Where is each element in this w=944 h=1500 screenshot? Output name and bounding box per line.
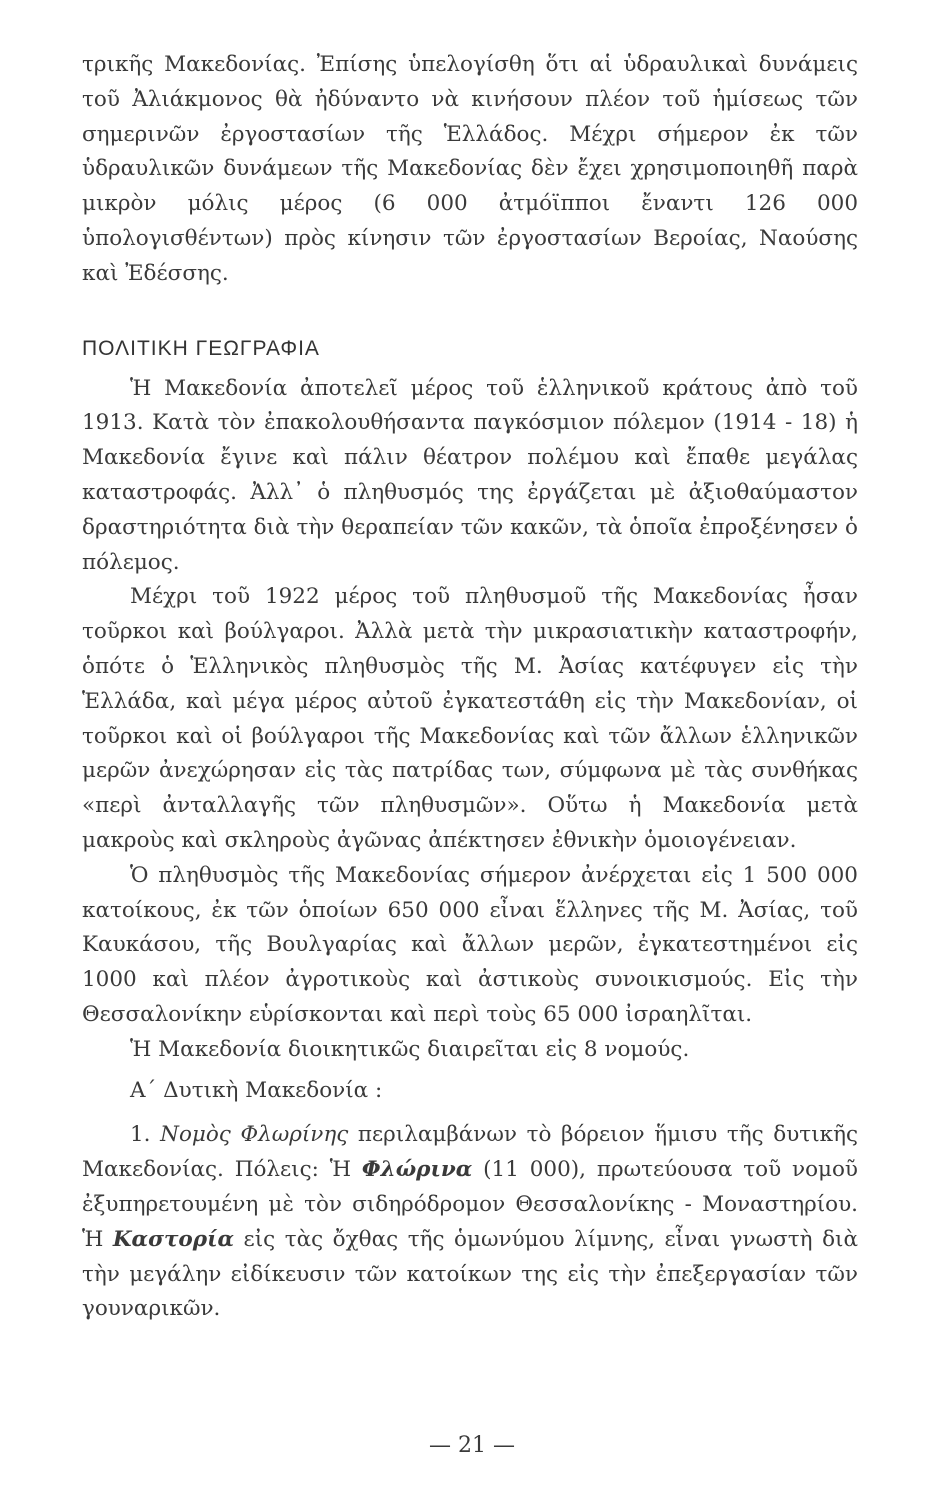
paragraph-prefectures: Ἡ Μακεδονία διοικητικῶς διαιρεῖται εἰς 8 νομούς. (130, 1036, 690, 1062)
page-number: — 21 — (429, 1433, 515, 1458)
item-number: 1. (130, 1122, 151, 1148)
paragraph-population: Ὁ πληθυσμὸς τῆς Μακεδονίας σήμερον ἀνέρχεται εἰς 1 500 000 κατοίκους, ἐκ τῶν ὁποίων 650 000 εἶναι ἕλληνες τῆς Μ. Ἀσίας, τοῦ Καυκάσου, τῆς Βουλγαρίας καὶ ἄλλων μερῶν, ἐγκατεστημένοι εἰς 1000 καὶ πλέον ἀγροτικοὺς καὶ ἀστικοὺς συνοικισμούς. Εἰς τὴν Θεσσαλονίκην εὑρίσκονται καὶ περὶ τοὺς 65 000 ἰσραηλῖται. (82, 862, 858, 1027)
prefecture-item-florina (82, 1118, 858, 1327)
item-text-c: εἰς τὰς ὄχθας τῆς ὁμωνύμου λίμνης, εἶναι γνωστὴ διὰ τὴν μεγάλην εἰδίκευσιν τῶν κατοίκων της εἰς τὴν ἐπεξεργασίαν τῶν γουναρικῶν. (82, 1226, 858, 1322)
section-heading: ΠΟΛΙΤΙΚΗ ΓΕΩΓΡΑΦΙΑ (82, 336, 320, 360)
paragraph-population-exchange: Μέχρι τοῦ 1922 μέρος τοῦ πληθυσμοῦ τῆς Μακεδονίας ἦσαν τοῦρκοι καὶ βούλγαροι. Ἀλλὰ μετὰ τὴν μικρασιατικὴν καταστροφήν, ὁπότε ὁ Ἑλληνικὸς πληθυσμὸς τῆς Μ. Ἀσίας κατέφυγεν εἰς τὴν Ἑλλάδα, καὶ μέγα μέρος αὐτοῦ ἐγκατεστάθη εἰς τὴν Μακεδονίαν, οἱ τοῦρκοι καὶ οἱ βούλγαροι τῆς Μακεδονίας καὶ τῶν ἄλλων ἑλληνικῶν μερῶν ἀνεχώρησαν εἰς τὰς πατρίδας των, σύμφωνα μὲ τὰς συνθήκας «περὶ ἀνταλλαγῆς τῶν πληθυσμῶν». Οὕτω ἡ Μακεδονία μετὰ μακροὺς καὶ σκληροὺς ἀγῶνας ἀπέκτησεν ἐθνικὴν ὁμοιογένειαν. (82, 584, 858, 853)
continued-paragraph: τρικῆς Μακεδονίας. Ἐπίσης ὑπελογίσθη ὅτι αἱ ὑδραυλικαὶ δυνάμεις τοῦ Ἀλιάκμονος θὰ ἠδύναντο νὰ κινήσουν πλέον τοῦ ἡμίσεως τῶν σημερινῶν ἐργοστασίων τῆς Ἑλλάδος. Μέχρι σήμερον ἐκ τῶν ὑδραυλικῶν δυνάμεων τῆς Μακεδονίας δὲν ἔχει χρησιμοποιηθῆ παρὰ μικρὸν μόλις μέρος (6 000 ἀτμόϊπποι ἔναντι 126 000 ὑπολογισθέντων) πρὸς κίνησιν τῶν ἐργοστασίων Βεροίας, Ναούσης καὶ Ἐδέσσης. (82, 52, 858, 286)
prefecture-name: Νομὸς Φλωρίνης (160, 1122, 349, 1148)
item-text-a: περιλαμβάνων τὸ βόρειον ἥμισυ τῆς δυτικῆς Μακεδονίας. Πόλεις: Ἡ (82, 1122, 858, 1183)
city-florina: Φλώρινα (361, 1157, 473, 1183)
subsection-heading: Α΄ Δυτικὴ Μακεδονία : (130, 1077, 383, 1103)
item-text-b: (11 000), πρωτεύουσα τοῦ νομοῦ ἐξυπηρετουμένη μὲ τὸν σιδηρόδρομον Θεσσαλονίκης - Μοναστηρίου. Ἡ (82, 1157, 859, 1252)
city-kastoria: Καστορία (112, 1226, 235, 1252)
page-body (82, 48, 858, 1327)
paragraph-history: Ἡ Μακεδονία ἀποτελεῖ μέρος τοῦ ἑλληνικοῦ κράτους ἀπὸ τοῦ 1913. Κατὰ τὸν ἐπακολουθήσαντα παγκόσμιον πόλεμον (1914 - 18) ἡ Μακεδονία ἔγινε καὶ πάλιν θέατρον πολέμου καὶ ἔπαθε μεγάλας καταστροφάς. Ἀλλ᾽ ὁ πληθυσμός της ἐργάζεται μὲ ἀξιοθαύμαστον δραστηριότητα διὰ τὴν θεραπείαν τῶν κακῶν, τὰ ὁποῖα ἐπροξένησεν ὁ πόλεμος. (82, 375, 858, 575)
